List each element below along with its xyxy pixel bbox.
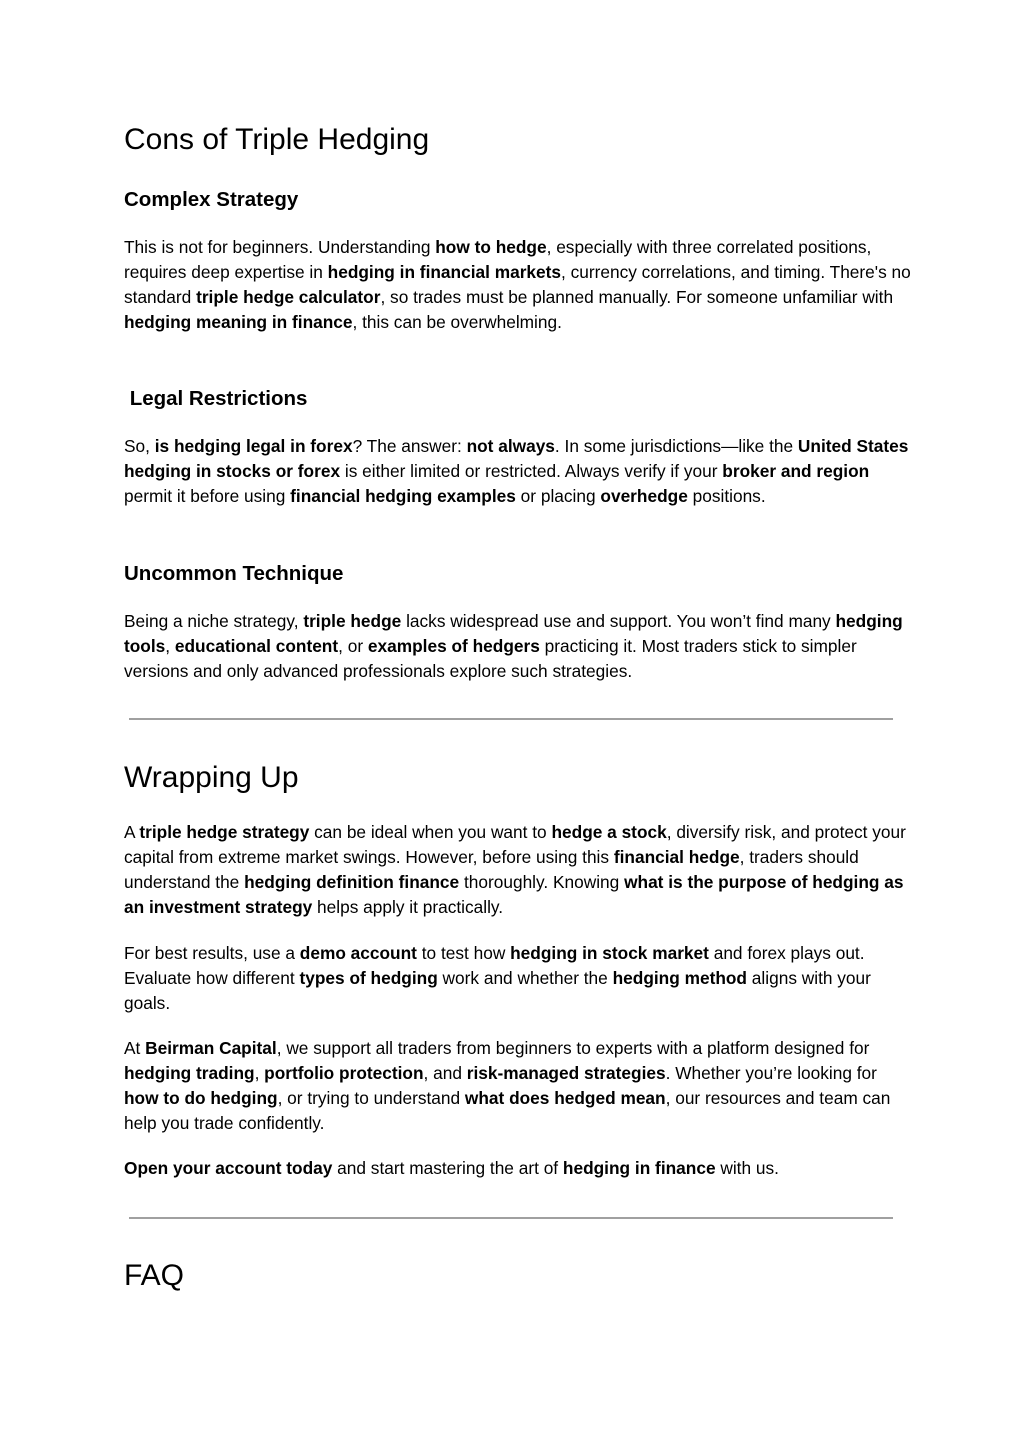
wrapping-up-paragraph-4 [124, 1156, 914, 1181]
complex-strategy-paragraph [124, 235, 914, 335]
bold-term: hedge a stock [551, 822, 667, 842]
uncommon-technique-paragraph [124, 609, 914, 684]
bold-term: what is the purpose of hedging as an investment strategy [124, 872, 904, 917]
section-divider [129, 1217, 893, 1219]
bold-term: triple hedge strategy [139, 822, 310, 842]
text-run: , diversify risk, and protect your capital from extreme market swings. However, before using this [124, 822, 906, 867]
legal-restrictions-heading: Legal Restrictions [124, 387, 308, 410]
text-run: , currency correlations, and timing. There's no standard [124, 262, 911, 307]
text-run: lacks widespread use and support. You won’t find many [401, 611, 836, 631]
text-run: , or [338, 636, 368, 656]
text-run: thoroughly. Knowing [459, 872, 625, 892]
bold-term: how to hedge [435, 237, 547, 257]
text-run: , we support all traders from beginners to experts with a platform designed for [276, 1038, 870, 1058]
text-run: permit it before using [124, 486, 291, 506]
text-run: ? The answer: [352, 436, 467, 456]
text-run: can be ideal when you want to [309, 822, 552, 842]
text-run: , or trying to understand [277, 1088, 465, 1108]
text-run: . Whether you’re looking for [665, 1063, 877, 1083]
text-run: and start mastering the art of [332, 1158, 563, 1178]
text-run: For best results, use a [124, 943, 300, 963]
bold-term: hedging trading [124, 1063, 255, 1083]
text-run: , traders should understand the [124, 847, 859, 892]
uncommon-technique-heading: Uncommon Technique [124, 562, 344, 585]
text-run: A [124, 822, 140, 842]
bold-term: is hedging legal in forex [154, 436, 353, 456]
wrapping-up-title: Wrapping Up [124, 761, 299, 794]
text-run: or placing [515, 486, 601, 506]
text-run: This is not for beginners. Understanding [124, 237, 436, 257]
text-run: . In some jurisdictions—like the [554, 436, 798, 456]
text-run: So, [124, 436, 155, 456]
wrapping-up-paragraph-3 [124, 1036, 914, 1136]
text-run: , [254, 1063, 265, 1083]
text-run: work and whether the [437, 968, 613, 988]
text-run: positions. [687, 486, 766, 506]
bold-term: what does hedged mean [464, 1088, 666, 1108]
legal-restrictions-paragraph [124, 434, 914, 509]
text-run: , our resources and team can help you trade confidently. [124, 1088, 891, 1133]
bold-term: hedging tools [124, 611, 903, 656]
text-run: , so trades must be planned manually. For someone unfamiliar with [380, 287, 894, 307]
text-run: , and [423, 1063, 467, 1083]
bold-term: examples of hedgers [367, 636, 540, 656]
text-run: practicing it. Most traders stick to simpler versions and only advanced professionals explore such strategies. [124, 636, 857, 681]
complex-strategy-heading: Complex Strategy [124, 188, 299, 211]
bold-term: financial hedging examples [290, 486, 516, 506]
bold-term: Open your account today [124, 1158, 333, 1178]
bold-term: hedging in finance [562, 1158, 716, 1178]
cons-section-title: Cons of Triple Hedging [124, 123, 430, 156]
section-divider [129, 718, 893, 720]
bold-term: how to do hedging [124, 1088, 278, 1108]
text-run: aligns with your goals. [124, 968, 871, 1013]
bold-term: triple hedge calculator [196, 287, 381, 307]
bold-term: financial hedge [613, 847, 740, 867]
bold-term: risk-managed strategies [466, 1063, 666, 1083]
bold-term: hedging meaning in finance [124, 312, 353, 332]
bold-term: educational content [174, 636, 339, 656]
bold-term: portfolio protection [264, 1063, 424, 1083]
text-run: , this can be overwhelming. [352, 312, 562, 332]
bold-term: United States hedging in stocks or forex [124, 436, 909, 481]
text-run: helps apply it practically. [312, 897, 504, 917]
text-run: is either limited or restricted. Always verify if your [340, 461, 723, 481]
text-run: Being a niche strategy, [124, 611, 304, 631]
bold-term: hedging definition finance [244, 872, 460, 892]
text-run: to test how [416, 943, 511, 963]
bold-term: types of hedging [299, 968, 438, 988]
bold-term: not always [466, 436, 555, 456]
wrapping-up-paragraph-1 [124, 820, 914, 920]
bold-term: hedging in financial markets [327, 262, 562, 282]
text-run: with us. [715, 1158, 779, 1178]
bold-term: Beirman Capital [145, 1038, 277, 1058]
text-run: and forex plays out. Evaluate how different [124, 943, 865, 988]
bold-term: broker and region [722, 461, 870, 481]
text-run: At [124, 1038, 146, 1058]
bold-term: demo account [299, 943, 417, 963]
text-run: , [165, 636, 175, 656]
wrapping-up-paragraph-2 [124, 941, 914, 1016]
bold-term: triple hedge [303, 611, 402, 631]
bold-term: overhedge [600, 486, 688, 506]
text-run: , especially with three correlated positions, requires deep expertise in [124, 237, 872, 282]
bold-term: hedging in stock market [510, 943, 709, 963]
bold-term: hedging method [612, 968, 747, 988]
faq-title: FAQ [124, 1259, 185, 1292]
